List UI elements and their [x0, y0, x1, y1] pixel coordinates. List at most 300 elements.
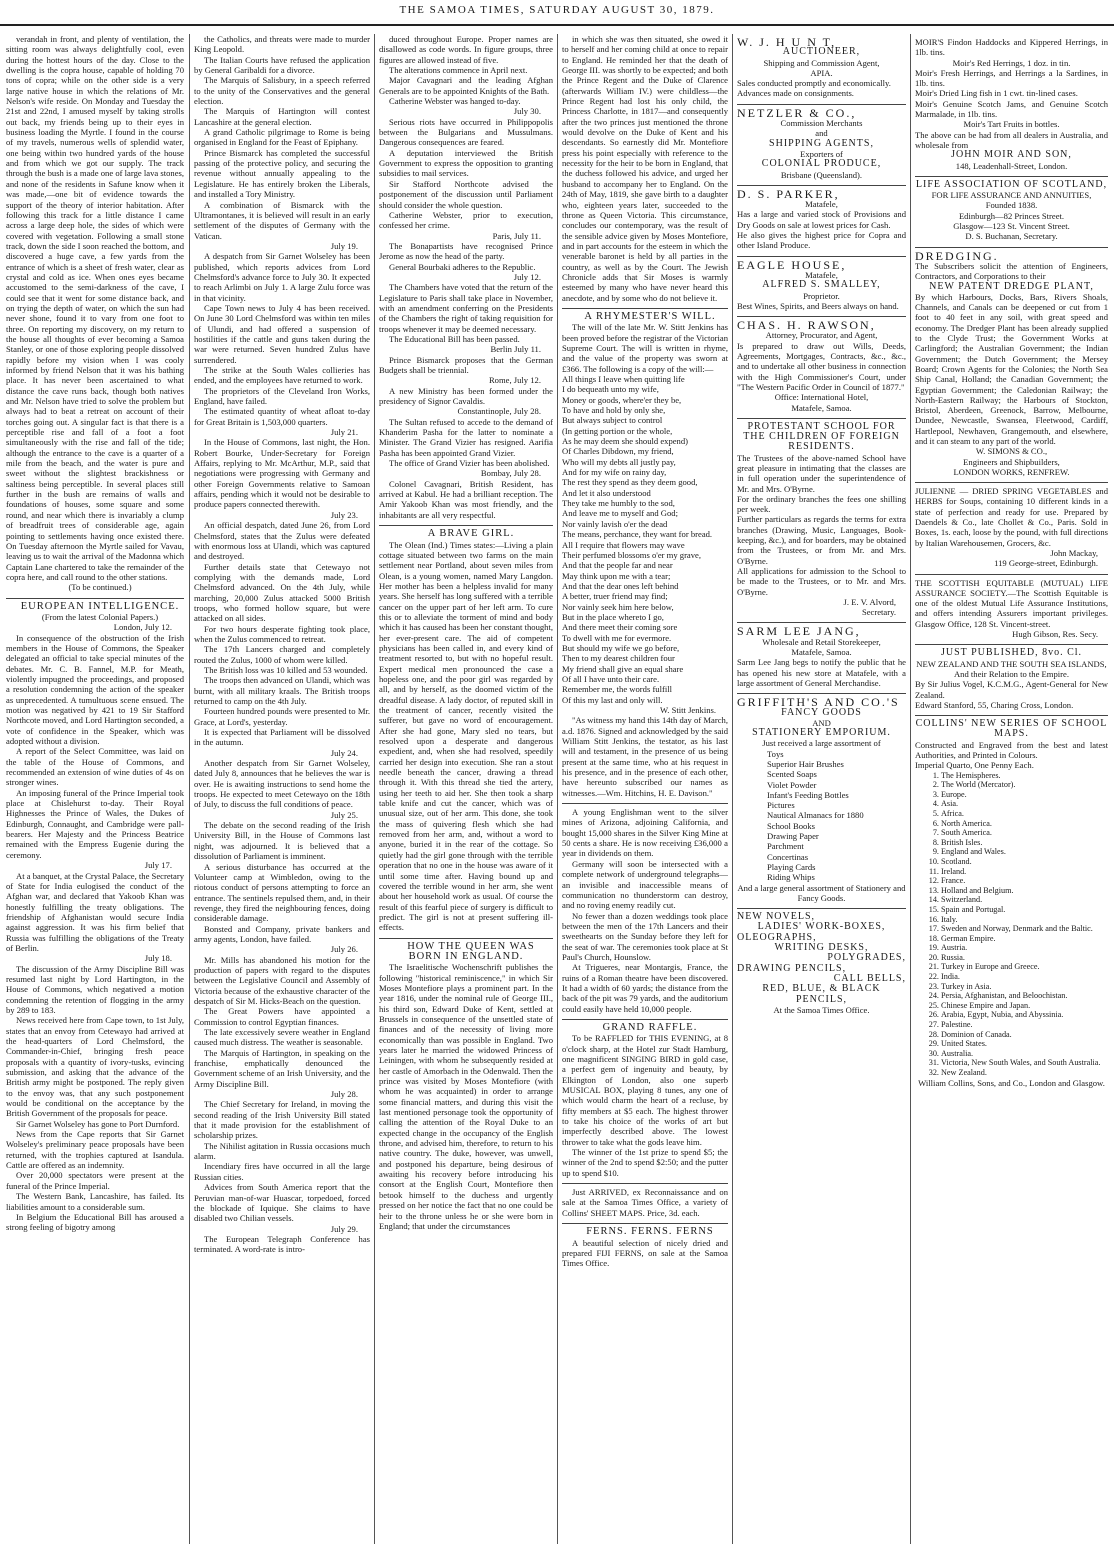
ad-heading: JUST PUBLISHED, 8vo. Cl.: [940, 647, 1083, 659]
ad-text: Is prepared to draw out Wills, Deeds, Agreements, Mortgages, Contracts, &c., &c., and to undertake all other business in connection with the High Commissioner's Court, under "The Western Pacific Order in Council of 1877.": [737, 340, 906, 392]
article-paragraph: No fewer than a dozen weddings took place between the men of the 17th Lancers and their sweethearts on the Sunday before they left for the seat of war. The ceremonies took place at St Paul's Church, Hounslow.: [562, 910, 728, 962]
advertiser-name: SARM LEE JANG,: [737, 624, 861, 639]
continued-note: (To be continued.): [68, 582, 132, 593]
dateline: July 24.: [330, 747, 358, 758]
ad-line: SHIPPING AGENTS,: [769, 137, 874, 149]
advertisement-just-published: [915, 645, 1108, 716]
ad-line: CALL BELLS,: [833, 972, 906, 984]
ad-line: Office: International Hotel,: [774, 392, 869, 403]
ad-text: Advances made on consignments.: [737, 88, 854, 99]
advertisement-sarm-lee-jang: [737, 623, 906, 694]
article-paragraph: Fourteen hundred pounds were presented to Mr. Grace, at Lord's, yesterday.: [194, 706, 370, 727]
verse-line: Who will my debts all justly pay,: [562, 456, 676, 467]
verse-line: Of Charles Dibdown, my friend,: [562, 446, 674, 457]
ad-line: LADIES' WORK-BOXES,: [757, 921, 886, 933]
article-paragraph: Catherine Webster, prior to execution, confessed her crime.: [379, 209, 553, 231]
verse-line: Then to my dearest children four: [562, 653, 675, 664]
dateline: July 30.: [513, 106, 541, 117]
ad-line: D. S. Buchanan, Secretary.: [965, 231, 1058, 242]
poem: [562, 374, 728, 705]
ad-text: Edward Stanford, 55, Charing Cross, London.: [915, 699, 1074, 710]
list-item: 24. Persia, Afghanistan, and Beloochistan.: [941, 991, 1108, 1001]
advertisement-julienne: [915, 483, 1108, 574]
verse-line: Money or goods, where'er they be,: [562, 394, 682, 405]
ad-line: COLONIAL PRODUCE,: [761, 158, 882, 170]
ad-text: He also gives the highest price for Copra and other Island Produce.: [737, 230, 906, 251]
list-item: Nautical Almanacs for 1880: [767, 810, 864, 821]
article-paragraph: Colonel Cavagnari, British Resident, has arrived at Kabul. He had a brilliant reception. The Amir Yakoob Khan was most friendly, and the inhabitants are all very respectful.: [379, 478, 553, 520]
ad-line: LONDON WORKS, RENFREW.: [953, 466, 1070, 477]
article-paragraph: The estimated quantity of wheat afloat to-day for Great Britain is 1,503,000 quarters.: [194, 406, 370, 427]
column-rule: [189, 34, 190, 1544]
ad-line: Moir's Dried Ling fish in 1 cwt. tin-lined cases.: [915, 88, 1078, 99]
article-paragraph: The Israelitische Wochenschrift publishes the following "historical reminiscence," in which Sir Moses Montefiore plays a prominent part. In the year 1816, under the nominal rule of George III., his third son, Edward Duke of Kent, settled at Brussels in consequence of the unsettled state of finances and of the necessity of living more economically than was possible in England. Two years later he married the widowed Princess of Leiningen, with whom he subsequently resided at her castle of Amorbach in the Odenwald. Then the prince was visited by Moses Montefiore (with whom he was acquainted) in order to arrange some financial matters, and during this visit the last mentioned personage took the opportunity of calling the attention of the Royal Duke to an expected change in the occupancy of the English throne, and advised him, therefore, to return to his native country. The duke, however, was unwell, and postponed his departure, being desirous of awaiting his recovery before introducing his consort at the English Court, Montefiore then betook himself to the duchess and urgently pressed on her notice the fact that no one could be heir to the throne unless he or she were born in England; that under the circumstances: [379, 962, 553, 1231]
dateline: Constantinople, July 28.: [457, 406, 541, 417]
column-1: [6, 34, 184, 1544]
article-paragraph: Catherine Webster was hanged to-day.: [389, 96, 521, 107]
divider: [379, 938, 553, 939]
ad-line: Imperial Quarto, One Penny Each.: [915, 760, 1034, 771]
ad-line: Moir's Genuine Scotch Jams, and Genuine Scotch Marmalade, in 1lb. tins.: [915, 98, 1108, 120]
ad-text: The Subscribers solicit the attention of Engineers, Contractors, and Corporations to their: [915, 260, 1108, 282]
verse-line: Of all I have unto their care.: [562, 673, 660, 684]
ad-text: By which Harbours, Docks, Bars, Rivers Shoals, Channels, and Canals can be deepened or cut from 1 foot to 40 feet in any soil, with great speed and economy. The Dredger Plant has been already supplied to the Clyde Trust; the Government Works at Carlingford; the Australian Government; the Indian Government; the Dutch Government; the Mersey Board; Crown Agents for the Colonies; the North Sea Ship Canal, Holland; the Canadian Government; the Egyptian Government; the Caledonian Railway; the North-Eastern Railway; the Harbours of Stockton, Bristol, Aberdeen, Greenock, Barrow, Melbourne, Dundee, Newcastle, Swansea, Fleetwood, Cardiff, Hartlepool, Newhaven, Grangemouth, and elsewhere, and it can steam to any part of the world.: [915, 291, 1108, 446]
list-item: Parchment: [767, 841, 804, 852]
verse-line: The rest they spend as they deem good,: [562, 477, 698, 488]
list-item: Drawing Paper: [767, 831, 819, 842]
column-6: [915, 34, 1108, 1544]
article-paragraph: The Great Powers have appointed a Commission to control Egyptian finances.: [194, 1006, 370, 1027]
dateline: July 28.: [330, 1089, 358, 1100]
divider: [562, 803, 728, 804]
masthead: [0, 0, 1114, 26]
ad-line: Brisbane (Queensland).: [780, 169, 863, 180]
article-paragraph: A despatch from Sir Garnet Wolseley has been published, which reports advices from Lord Chelmsford's advance force to July 30. It expected to reach Arlimbi on July 1. A large Zulu force was in that vicinity.: [194, 251, 370, 303]
verse-line: May think upon me with a tear;: [562, 570, 671, 581]
column-rule: [374, 34, 375, 1544]
list-item: Concertinas: [767, 851, 809, 862]
divider: [562, 1183, 728, 1184]
verse-line: And let it also understood: [562, 487, 651, 498]
ad-line: NEW NOVELS,: [737, 911, 816, 923]
ad-line: AND: [812, 717, 831, 728]
verse-line: (In getting portion or the whole,: [562, 425, 673, 436]
verse-line: And that the people far and near: [562, 560, 673, 571]
list-item: 20. Russia.: [941, 953, 1108, 963]
list-item: 16. Italy.: [941, 915, 1108, 925]
article-paragraph: General Bourbaki adheres to the Republic.: [389, 261, 536, 272]
list-item: 32. New Zealand.: [941, 1068, 1108, 1078]
verse-line: A better, truer friend may find;: [562, 591, 668, 602]
verse-line: And that the dear ones left behind: [562, 580, 679, 591]
article-paragraph: At a banquet, at the Crystal Palace, the Secretary of State for India eulogised the conduct of the Afghan war, and declared that Yakoob Khan was honestly fulfilling the treaty obligations. The friendship of Afghanistan would secure India against aggression. It was his firm belief that Russia was fulfilling the obligations of the Treaty of Berlin.: [6, 870, 184, 953]
verse-line: And leave me to myself and God;: [562, 508, 678, 519]
article-paragraph: Another despatch from Sir Garnet Wolseley, dated July 8, announces that he believes the war is over. He is awaiting instructions to send home the troops. He expected to meet Cetewayo on the 18th of July, to discuss the full conditions of peace.: [194, 758, 370, 810]
ad-line: FANCY GOODS: [781, 706, 862, 718]
list-item: Scented Soaps: [767, 769, 817, 780]
advertisement-text: A beautiful selection of nicely dried and prepared FIJI FERNS, on sale at the Samoa Times Office.: [562, 1237, 728, 1269]
ad-line: And their Relation to the Empire.: [953, 668, 1070, 679]
article-paragraph: A deputation interviewed the British Government to express the opposition to granting subsidies to mail services.: [379, 147, 553, 179]
ad-heading: PROTESTANT SCHOOL FOR THE CHILDREN OF FOREIGN RESIDENTS.: [743, 420, 900, 453]
advertisement-eagle-house: [737, 257, 906, 317]
verse-line: Their perfumed blossoms o'er my grave,: [562, 549, 702, 560]
list-item: 30. Australia.: [941, 1049, 1108, 1059]
article-paragraph: The office of Grand Vizier has been abolished.: [389, 458, 550, 469]
verse-line: Of this my last and only will.: [562, 694, 663, 705]
ad-line: WRITING DESKS,: [774, 942, 869, 954]
list-item: 14. Switzerland.: [941, 895, 1108, 905]
ad-text: By Sir Julius Vogel, K.C.M.G., Agent-General for New Zealand.: [915, 679, 1108, 700]
verse-line: And for my wife on rainy day,: [562, 467, 667, 478]
advertiser-title: AUCTIONEER,: [782, 46, 861, 58]
dateline: July 26.: [330, 944, 358, 955]
article-paragraph: At Trigueres, near Montargis, France, the ruins of a Roman theatre have been discovered. It had a width of 60 yards; the distance from the back of the pit was 79 yards, and the auditorium could easily have held 10,000 people.: [562, 962, 728, 1014]
verse-line: And there meet their coming sore: [562, 622, 678, 633]
list-item: 19. Austria.: [941, 943, 1108, 953]
advertisement-parker: [737, 186, 906, 257]
signature: W. Stitt Jenkins.: [659, 705, 716, 715]
article-paragraph: A serious disturbance has occurred at the Volunteer camp at Wimbledon, owing to the riotous conduct of persons attempting to force an entrance. The sentinels repulsed them, and, in their revenge, they fired the neighbouring fences, doing considerable damage.: [194, 861, 370, 924]
ad-line: JOHN MOIR AND SON,: [951, 149, 1072, 161]
ad-line: Exporters of: [800, 148, 843, 159]
dateline: London, July 12.: [113, 622, 172, 633]
article-paragraph: The British loss was 10 killed and 53 wounded.: [204, 664, 368, 675]
list-item: 18. German Empire.: [941, 934, 1108, 944]
article-paragraph: The alterations commence in April next.: [389, 65, 528, 76]
advertisement-school: [737, 419, 906, 624]
article-paragraph: The proprietors of the Cleveland Iron Works, England, have failed.: [194, 385, 370, 407]
ad-line: ALFRED S. SMALLEY,: [762, 279, 881, 291]
dateline: July 12.: [513, 271, 541, 282]
dateline: July 21.: [330, 427, 358, 438]
list-item: 27. Palestine.: [941, 1020, 1108, 1030]
verse-line: They take me humbly to the sod,: [562, 498, 675, 509]
article-paragraph: Incendiary fires have occurred in all the large Russian cities.: [194, 1161, 370, 1182]
list-item: 15. Spain and Portugal.: [941, 905, 1108, 915]
article-paragraph: The Chambers have voted that the return of the Legislature to Paris shall take place in November, with an amendment conferring on the Presidents of the Chambers the right of taking requisition for troops whenever it may be deemed necessary.: [379, 282, 553, 334]
advertisement-rawson: [737, 317, 906, 419]
list-item: 6. North America.: [941, 819, 1108, 829]
ad-text: All applications for admission to the School to be made to the Trustees, or to Mr. and Mrs. O'Byrne.: [737, 565, 906, 597]
advertisement-heading: FERNS. FERNS. FERNS: [586, 1226, 714, 1238]
advertiser-name: EAGLE HOUSE,: [737, 257, 847, 272]
column-2: [194, 34, 370, 1544]
article-paragraph: In Belgium the Educational Bill has aroused a strong feeling of bigotry among: [6, 1211, 184, 1233]
item-list: [737, 749, 906, 883]
article-paragraph: The debate on the second reading of the Irish University Bill, in the House of Commons last night, was adjourned. It is believed that a dissolution of Parliament is imminent.: [194, 820, 370, 862]
article-heading: A BRAVE GIRL.: [427, 528, 515, 540]
list-item: Toys: [767, 748, 784, 759]
article-paragraph: To be RAFFLED for THIS EVENING, at 8 o'clock sharp, at the Hotel zur Stadt Hamburg, one magnificent SINGING BIRD in gold case, a perfect gem of ingenuity and beauty, by Elkington of London, also one superb MUSICAL BOX, playing 8 tunes, any one of which would charm the heart of a recluse, by fifty members at $5 each. The highest thrower to take his choice of the works of art but imperfectly described above. The lowest thrower to take what the gods leave him.: [562, 1033, 728, 1147]
ad-line: Glasgow—123 St. Vincent Street.: [953, 221, 1070, 232]
list-item: 22. India.: [941, 972, 1108, 982]
ad-heading: LIFE ASSOCIATION OF SCOTLAND,: [915, 178, 1108, 190]
ad-text: The Trustees of the above-named School have great pleasure in intimating that the classes are in full operation under the superintendence of Mr. and Mrs. O'Byrne.: [737, 452, 906, 494]
article-paragraph: The will of the late Mr. W. Stitt Jenkins has been proved before the registrar of the Victorian Supreme Court. The will is written in rhyme, and the value of the property was sworn at £366. The following is a copy of the will:—: [562, 322, 728, 374]
article-paragraph: The late excessively severe weather in England caused much distress. The weather is seasonable.: [194, 1027, 370, 1048]
dateline: Berlin July 11.: [490, 344, 541, 355]
verse-line: To dwell with me for evermore.: [562, 632, 672, 643]
article-paragraph: A report of the Select Committee, was laid on the table of the House of Commons, and recommended an extension of wine duties of 4s on stronger wines.: [6, 746, 184, 788]
ad-line: and: [815, 128, 828, 139]
section-heading: EUROPEAN INTELLIGENCE.: [20, 600, 180, 612]
dateline: Rome, July 12.: [488, 375, 541, 386]
ad-line: W. SIMONS & CO.,: [975, 446, 1048, 457]
column-rule: [910, 34, 911, 1544]
list-item: 25. Chinese Empire and Japan.: [941, 1001, 1108, 1011]
list-item: 9. England and Wales.: [941, 847, 1108, 857]
ad-signature: J. E. V. Alvord,: [843, 596, 896, 607]
advertisement-scottish-equitable: [915, 575, 1108, 646]
advertiser-name: CHAS. H. RAWSON,: [737, 318, 876, 333]
article-heading: HOW THE QUEEN WAS BORN IN ENGLAND.: [407, 940, 535, 962]
ad-place: Matafele, Samoa.: [791, 402, 852, 413]
article-paragraph: The 17th Lancers charged and completely routed the Zulus, 1000 of whom were killed.: [194, 644, 370, 665]
list-item: 1. The Hemispheres.: [941, 771, 1108, 781]
dateline: July 29.: [330, 1223, 358, 1234]
verse-line: All I require that flowers may wave: [562, 539, 685, 550]
list-item: School Books: [767, 820, 815, 831]
divider: [562, 1223, 728, 1224]
article-paragraph: The European Telegraph Conference has terminated. A word-rate is intro-: [194, 1233, 370, 1255]
article-paragraph: Germany will soon be intersected with a complete network of underground telegraphs—an invisible and inaccessible means of communication no thunderstorm can destroy, and no roving enemy readily cut.: [562, 858, 728, 911]
ad-text: Sarm Lee Jang begs to notify the public that he has opened his new store at Matafele, with a large assortment of General Merchandise.: [737, 657, 906, 688]
ad-line: POLYGRADES,: [827, 952, 906, 964]
dateline: July 23.: [330, 509, 358, 520]
list-item: 4. Asia.: [941, 799, 1108, 809]
column-3: [379, 34, 553, 1544]
ad-text: Constructed and Engraved from the best and latest Authorities, and Printed in Colours.: [915, 739, 1108, 760]
article-paragraph: Sir Garnet Wolseley has gone to Port Durnford.: [16, 1118, 180, 1129]
article-paragraph: The Sultan refused to accede to the demand of Khanderim Pasha for the latter to nominate a Minister. The Grand Vizier has resigned. Aarifia Pasha has been appointed Grand Vizier.: [379, 416, 553, 458]
ad-line: OLEOGRAPHS,: [737, 931, 817, 943]
article-paragraph: Further details state that Cetewayo not complying with the demands made, Lord Chelmsford advanced. On the 4th July, while marching, 20,000 Zulus attacked 5000 British troops, who formed hollow square, but were attacked on all sides.: [194, 561, 370, 624]
article-paragraph: The troops then advanced on Ulandi, which was burnt, with all military kraals. The British troops returned to camp on the 4th July.: [194, 675, 370, 706]
article-text: verandah in front, and plenty of ventilation, the sitting room was always delightfully cool, even during the hottest hours of the day. Close to the dwelling is the copra house, capable of holding 70 tons of copra; while on the other side is a very large native house in which the relations of Mr. Nelson's wife reside. On Monday and Tuesday the 21st and 22nd, I amused myself by taking strolls out back, my friends being up to their eyes in business loading the Myrtle. I found in the course of my travels, numerous wells of splendid water, one being within two hundred yards of the house and from which we got our supply. The track through the bush is a made one of large lava stones, and none of the residents in Safune know when it was made,—one bit of evidence towards the support of the theory of interior habitation. After following this track for a little distance I came across a large deep hole, the sides of which were covered with vegetation. Following a small stone track, down the side I soon reached the bottom, and discovered a huge cave, a few yards from the entrance of which is a sheet of fresh water, clear as crystal and cold as ice. When ones eyes became accustomed to the semi-darkness of the cave, I could see that it went for some distance back, and on trying the depth of water, on which the sun had never shone, found it to vary from one foot to three. On reporting my discovery, on my return to the house all thoughts of ever becoming a Samoa Stanley, or one of those exploring people dissolved rapidly before my vision when I was cooly informed by friend Nelson that it was his bathing place. It has never been ascertained to what distance the cave runs back, though both natives and Mr. Nelson have tried to solve the problem but always had to beat a retreat on account of their torches going out. A singular fact is that there is a perceptible rise and fall of a foot a foot simultaneously with the rise and fall of the tide; although the entrance to the cave is a quarter of a mile from the beach, and the water is pure and sweet without the slightest brackishness or saltiness being perceptible. In several places still further in the bush are remains of walls and foundations of houses, some square and some round, and near which there is invariably a clump of breadfruit trees of considerable age, again pointing to settlements having once existed there. On Tuesday afternoon the Myrtle sailed for Vavau, leaving us to wait the arrival of the Madonna which Captain Lane chartered to take the remainder of the copra here, and call round to the other stations.: [6, 34, 184, 582]
verse-line: But in the place whereto I go,: [562, 611, 664, 622]
article-paragraph: The Marquis of Hartington, in speaking on the franchise, emphatically denounced the Government scheme of an Irish University, and the Army Discipline Bill.: [194, 1047, 370, 1089]
article-paragraph: The Marquis of Hartington will contest Lancashire at the general election.: [194, 106, 370, 127]
list-item: Violet Powder: [767, 779, 817, 790]
ad-signature: Secretary.: [861, 607, 896, 618]
list-item: Riding Whips: [767, 872, 815, 883]
verse-line: But should my wife we go before,: [562, 642, 680, 653]
verse-line: My friend shall give an equal share: [562, 663, 684, 674]
verse-line: Remember me, the words fulfill: [562, 684, 673, 695]
verse-line: But always subject to control: [562, 415, 663, 426]
dateline: July 19.: [330, 240, 358, 251]
list-item: Infant's Feeding Bottles: [767, 789, 849, 800]
ad-line: MOIR'S Findon Haddocks and Kippered Herrings, in 1lb. tins.: [915, 37, 1108, 58]
article-paragraph: The Educational Bill has been passed.: [389, 333, 520, 344]
newspaper-title: THE SAMOA TIMES, SATURDAY AUGUST 30, 1879.: [399, 4, 715, 16]
ad-line: Edinburgh—82 Princes Street.: [958, 210, 1065, 221]
verse-line: Nor vainly seek him here below,: [562, 601, 674, 612]
article-paragraph: "As witness my hand this 14th day of March, a.d. 1876. Signed and acknowledged by the said William Stitt Jenkins, the testator, as his last will and testament, in the presence of us being present at the same time, who at his request in his presence, and in the presence of each other, have hereunto subscribed our names as witnesses.—Wm. Hitchins, H. E. Davison.": [562, 715, 728, 798]
ad-line: NEW PATENT DREDGE PLANT,: [929, 280, 1094, 292]
list-item: 2. The World (Mercator).: [941, 780, 1108, 790]
advertisement-collins-maps: [915, 716, 1108, 1093]
article-paragraph: In the House of Commons, last night, the Hon. Robert Bourke, Under-Secretary for Foreign Affairs, replying to Mr. McArthur, M.P., said that negotiations were progressing with Germany and other Foreign Governments relative to Samoan affairs, pending which it would not be desirable to produce papers connected therewith.: [194, 437, 370, 510]
article-paragraph: A grand Catholic pilgrimage to Rome is being organised in England for the Feast of Epiphany.: [194, 127, 370, 148]
list-item: 29. United States.: [941, 1039, 1108, 1049]
list-item: 21. Turkey in Europe and Greece.: [941, 962, 1108, 972]
article-paragraph: An official despatch, dated June 26, from Lord Chelmsford, states that the Zulus were defeated with enormous loss at Ulandi, which was captured and destroyed.: [194, 520, 370, 562]
dateline: Bombay, July 28.: [480, 468, 541, 479]
list-item: 3. Europe.: [941, 790, 1108, 800]
ad-text: Further particulars as regards the terms for extra branches (Drawing, Music, Languages, Book-keeping, &c.), and for boarders, may be obtained from the Trustees, or from Mr. and Mrs. O'Byrne.: [737, 514, 906, 566]
article-paragraph: Sir Stafford Northcote advised the postponement of the discussion until Parliament should consider the whole question.: [379, 178, 553, 210]
verse-line: As he may deem she should expend): [562, 436, 689, 447]
ad-line: DRAWING PENCILS,: [737, 962, 847, 974]
article-paragraph: Over 20,000 spectators were present at the funeral of the Prince Imperial.: [6, 1170, 184, 1191]
ad-line: Moir's Tart Fruits in bottles.: [963, 119, 1060, 130]
verse-line: To have and hold by only she,: [562, 405, 666, 416]
article-paragraph: duced throughout Europe. Proper names are disallowed as code words. In figure groups, three figures are allowed instead of five.: [379, 34, 553, 65]
advertisement-hunt: [737, 34, 906, 105]
article-paragraph: The Western Bank, Lancashire, has failed. Its liabilities amount to a considerable sum.: [6, 1191, 184, 1212]
article-paragraph: The Chief Secretary for Ireland, in moving the second reading of the Irish University Bill stated that it made provision for the establishment of scholarship prizes.: [194, 1099, 370, 1141]
verse-line: I do bequeath unto my wife,: [562, 384, 659, 395]
article-paragraph: The Marquis of Salisbury, in a speech referred to the unity of the Conservatives and the general election.: [194, 75, 370, 107]
divider: [562, 1019, 728, 1020]
ad-signature: 119 George-street, Edinburgh.: [994, 558, 1098, 569]
ad-place: Matafele,: [805, 199, 838, 210]
article-paragraph: The winner of the 1st prize to spend $5; the winner of the 2nd to spend $2:50; and the putter up to spend $10.: [562, 1147, 728, 1178]
ad-text: Has a large and varied stock of Provisions and Dry Goods on sale at lowest prices for Cash.: [737, 209, 906, 230]
ad-signature: John Mackay,: [1050, 547, 1098, 558]
article-heading: A RHYMESTER'S WILL.: [584, 310, 716, 322]
ad-signature: Hugh Gibson, Res. Secy.: [1012, 629, 1098, 640]
article-paragraph: The Italian Courts have refused the application by General Garibaldi for a divorce.: [194, 54, 370, 76]
dateline: Paris, July 11.: [492, 230, 541, 241]
ad-text: For the ordinary branches the fees one shilling per week.: [737, 493, 906, 515]
list-item: 28. Dominion of Canada.: [941, 1030, 1108, 1040]
ad-line: Founded 1838.: [985, 200, 1038, 211]
source-note: (From the latest Colonial Papers.): [41, 611, 159, 622]
ad-text: Sales conducted promptly and economically.: [737, 78, 891, 89]
column-4: [562, 34, 728, 1544]
article-paragraph: Mr. Mills has abandoned his motion for the production of papers with regard to the disputes between the Legislative Council and Assembly of Victoria because of the exhaustive character of the despatch of Sir M. Hicks-Beach on the question.: [194, 954, 370, 1006]
ad-text: JULIENNE — DRIED SPRING VEGETABLES and HERBS for Soups, containing 10 different kinds in a state of perfection and ready for use. Prepared by Daendels & Co., late Chollet & Co., Paris. Sold in Boxes, 1s. each, loose by the pound, with full directions by Italian Warehousemen, Grocers, &c.: [915, 486, 1108, 548]
ad-heading: COLLINS' NEW SERIES OF SCHOOL MAPS.: [915, 718, 1108, 740]
article-paragraph: For two hours desperate fighting took place, when the Zulus commenced to retreat.: [194, 623, 370, 644]
ad-line: Wholesale and Retail Storekeeper,: [762, 636, 881, 647]
advertisement-dredging: [915, 248, 1108, 484]
ad-line: Shipping and Commission Agent,: [763, 57, 880, 68]
ad-text: Just received a large assortment of: [762, 738, 881, 749]
ad-line: William Collins, Sons, and Co., London and Glasgow.: [918, 1077, 1105, 1088]
ad-text: And a large general assortment of Stationery and Fancy Goods.: [737, 882, 906, 903]
article-paragraph: In consequence of the obstruction of the Irish members in the House of Commons, the Speaker delegated an official to take special minutes of the debates. Mr. C. B. Fannel, M.P. for Meath, violently impugned the proceedings, and proposed a resolution condemning the action of the speaker as unprecedented. A tumultuous scene ensued. The motion was negatived by 421 to 19 Sir Stafford Northcote moved, and Lord Hartington seconded, a vote of confidence in the Speaker, which was adopted without a division.: [6, 632, 184, 747]
ad-line: Moir's Fresh Herrings, and Herrings a la Sardines, in 1lb. tins.: [915, 67, 1108, 89]
advertiser-name: D. S. PARKER,: [737, 186, 840, 201]
article-paragraph: Serious riots have occurred in Philippopolis between the Bulgarians and Mussulmans. Dangerous consequences are feared.: [379, 116, 553, 148]
list-item: Playing Cards: [767, 861, 816, 872]
article-paragraph: Cape Town news to July 4 has been received. On June 30 Lord Chelmsford was within ten miles of Ulundi, and had offered a suspension of hostilities if the cattle and guns taken during the war were returned. Seven hundred Zulus have surrendered.: [194, 302, 370, 365]
ad-line: Proprietor.: [803, 290, 840, 301]
list-item: Superior Hair Brushes: [767, 759, 844, 769]
article-heading: GRAND RAFFLE.: [602, 1021, 698, 1033]
list-item: 8. British Isles.: [941, 838, 1108, 848]
article-paragraph: Major Cavagnari and the leading Afghan Generals are to be appointed Knights of the Bath.: [379, 75, 553, 96]
advertisement-life-association: [915, 177, 1108, 248]
ad-line: At the Samoa Times Office.: [773, 1004, 870, 1015]
ad-line: The above can be had from all dealers in Australia, and wholesale from: [915, 129, 1108, 150]
verse-line: Nor vainly lavish o'er the dead: [562, 518, 668, 529]
column-rule: [557, 34, 558, 1544]
article-paragraph: The strike at the South Wales collieries has ended, and the employees have returned to work.: [194, 365, 370, 386]
list-item: 10. Scotland.: [941, 857, 1108, 867]
dateline: July 17.: [144, 860, 172, 871]
ad-line: Attorney, Procurator, and Agent,: [765, 330, 878, 341]
list-item: 13. Holland and Belgium.: [941, 886, 1108, 896]
advertisement-moir: [915, 34, 1108, 177]
divider: [379, 525, 553, 526]
article-paragraph: A combination of Bismarck with the Ultramontanes, it is believed will result in an early settlement of the disputes of Germany with the Vatican.: [194, 199, 370, 241]
article-paragraph: News from the Cape reports that Sir Garnet Wolseley's preliminary peace proposals have been returned, with the trophies captured at Isandula. Cattle are offered as an indemnity.: [6, 1129, 184, 1171]
advertiser-name: W. J. H U N T,: [737, 35, 837, 49]
list-item: 17. Sweden and Norway, Denmark and the Baltic.: [941, 924, 1108, 934]
ad-line: Commission Merchants: [780, 118, 863, 129]
article-paragraph: It is expected that Parliament will be dissolved in the autumn.: [194, 727, 370, 748]
advertisement-text: Just ARRIVED, ex Reconnaissance and on sale at the Samoa Times Office, a variety of Collins' SHEET MAPS. Price, 3d. each.: [562, 1187, 728, 1218]
article-paragraph: News received here from Cape town, to 1st July, states that an envoy from Cetewayo had arrived at the head-quarters of Lord Chelmsford, the Commander-in-Chief, bringing fresh peace proposals with a quantity of ivory-tusks, evincing submission, and asking that the advance of the British army might be postponed. The reply given to the envoy was, that any such postponement would be conditional on the acceptance by the British Government of the proposals for peace.: [6, 1015, 184, 1119]
ad-place: Matafele, Samoa.: [791, 647, 852, 658]
advertisement-novels: [737, 909, 906, 1020]
ad-place: Matafele,: [805, 269, 838, 280]
article-paragraph: A young Englishman went to the silver mines of Arizona, adjoining California, and bought 15,000 shares in the Silver King Mine at 50 cents a share. He is now receiving £36,000 a year in dividends on them.: [562, 807, 728, 859]
verse-line: The means, perchance, they want for bread.: [562, 529, 713, 540]
list-item: 26. Arabia, Egypt, Nubia, and Abyssinia.: [941, 1010, 1108, 1020]
list-item: 11. Ireland.: [941, 867, 1108, 877]
article-paragraph: The Nihilist agitation in Russia occasions much alarm.: [194, 1140, 370, 1162]
ad-line: NEW ZEALAND AND THE SOUTH SEA ISLANDS,: [916, 658, 1107, 669]
ad-heading: DREDGING.: [915, 248, 999, 263]
ad-place: APIA.: [810, 67, 833, 78]
ad-line: Moir's Red Herrings, 1 doz. in tin.: [952, 57, 1071, 68]
article-paragraph: Bonsted and Company, private bankers and army agents, London, have failed.: [194, 923, 370, 944]
column-rule: [732, 34, 733, 1544]
article-paragraph: the Catholics, and threats were made to murder King Leopold.: [194, 34, 370, 55]
ad-text: THE SCOTTISH EQUITABLE (MUTUAL) LIFE ASSURANCE SOCIETY.—The Scottish Equitable is one of the oldest Mutual Life Assurance Institutions, and offers intending Assurers important privileges. Glasgow Office, 128 St. Vincent-street.: [915, 577, 1108, 629]
article-paragraph: A new Ministry has been formed under the presidency of Signor Cavaldis.: [379, 385, 553, 407]
article-paragraph: An imposing funeral of the Prince Imperial took place at Chislehurst to-day. Their Royal Highnesses the Prince of Wales, the Dukes of Edinburgh, Connaught, and Cambridge were pall-bearers. Her Majesty and the Princess Beatrice remained with the Empress Eugenie during the ceremony.: [6, 787, 184, 860]
advertiser-name: GRIFFITH'S AND CO.'S: [737, 695, 900, 710]
list-item: 12. France.: [941, 876, 1108, 886]
advertisement-griffith: [737, 694, 906, 909]
list-item: 7. South America.: [941, 828, 1108, 838]
map-list: [915, 771, 1108, 1078]
ad-line: Engineers and Shipbuilders,: [963, 456, 1060, 467]
ad-line: RED, BLUE, & BLACK PENCILS,: [762, 983, 881, 1005]
divider: [6, 598, 184, 599]
ad-text: Best Wines, Spirits, and Beers always on hand.: [737, 300, 899, 311]
advertisement-netzler: [737, 105, 906, 186]
list-item: 5. Africa.: [941, 809, 1108, 819]
article-paragraph: The discussion of the Army Discipline Bill was resumed last night by Lord Hartington, in the House of Commons, which negatived a motion condemning the retention of flogging in the army by 289 to 183.: [6, 963, 184, 1015]
article-paragraph: Prince Bismarck has completed the successful passing of the protective policy, and securing the revenue without annually appealing to the Legislature. He has entirely broken the Liberals, and installed a Tory Ministry.: [194, 147, 370, 200]
ad-line: FOR LIFE ASSURANCE AND ANNUITIES,: [931, 190, 1092, 201]
divider: [562, 308, 728, 309]
list-item: Pictures: [767, 800, 795, 811]
column-5: [737, 34, 906, 1544]
ad-line: STATIONERY EMPORIUM.: [752, 727, 891, 739]
dateline: July 25.: [330, 809, 358, 820]
verse-line: All things I leave when quitting life: [562, 374, 685, 384]
article-paragraph: in which she was then situated, she owed it to herself and her coming child at once to repair to England. He reminded her that the death of George III. was shortly to be expected; and both the Prince Regent and the Duke of Clarence (afterwards William IV.) were childless—the Prince Regent had lost his only child, the Princess Charlotte, in 1817—and consequently after the two princes just mentioned the throne would devolve on the Duke of Kent and his descendants. So earnestly did Mr. Montefiore press his point especially with reference to the necessity for the heir to be born in England, that the duchess followed his advice, and urged her husband to accompany her to England. On the 24th of May, 1819, she gave birth to a daughter who, eighteen years later, succeeded to the throne as Queen Victoria. This circumstance, concludes our contemporary, was the result of the sensible advice given by Moses Montefiore, and in part accounts for the esteem in which the venerable baronet is held by all parties in the country, as well as by the Court. The Jewish Chronicle adds that Sir Moses is warmly esteemed by many who have never heard this anecdote, and by some who do not believe it.: [562, 34, 728, 303]
